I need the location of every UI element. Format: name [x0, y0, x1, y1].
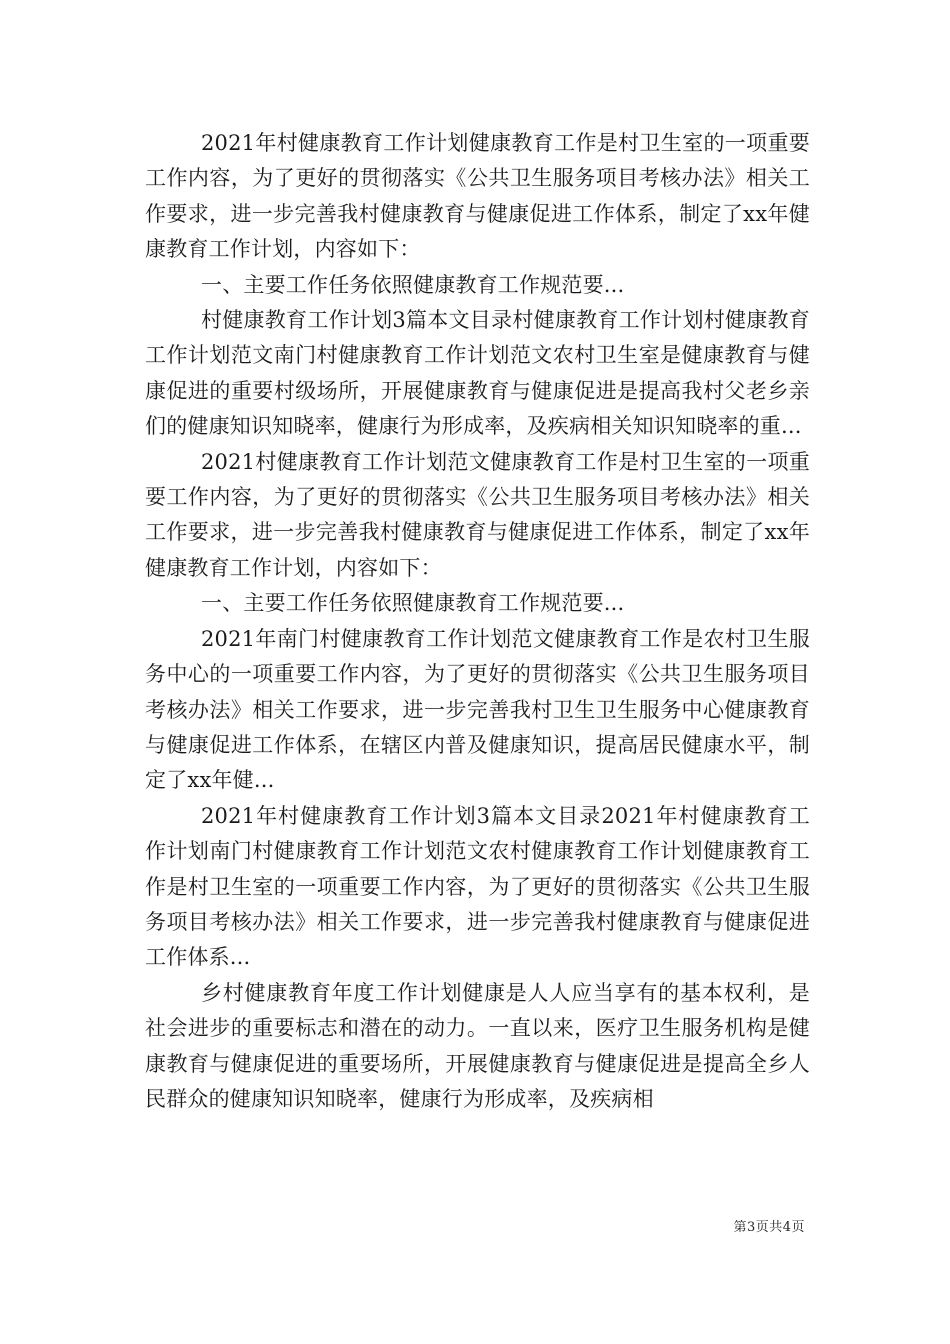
paragraph-6: 2021年南门村健康教育工作计划范文健康教育工作是农村卫生服务中心的一项重要工作内容，为了更好的贯彻落实《公共卫生服务项目考核办法》相关工作要求，进一步完善我村卫生卫生服务中心健康教育与健康促进工作体系，在辖区内普及健康知识，提高居民健康水平，制定了xx年健...: [145, 626, 810, 793]
paragraph-7: 2021年村健康教育工作计划3篇本文目录2021年村健康教育工作计划南门村健康教育工作计划范文农村健康教育工作计划健康教育工作是村卫生室的一项重要工作内容，为了更好的贯彻落实《公共卫生服务项目考核办法》相关工作要求，进一步完善我村健康教育与健康促进工作体系...: [145, 803, 810, 970]
paragraph-8: 乡村健康教育年度工作计划健康是人人应当享有的基本权利，是社会进步的重要标志和潜在的动力。一直以来，医疗卫生服务机构是健康教育与健康促进的重要场所，开展健康教育与健康促进是提高全乡人民群众的健康知识知晓率，健康行为形成率，及疾病相: [145, 980, 810, 1111]
paragraph-2: 一、主要工作任务依照健康教育工作规范要...: [201, 272, 625, 297]
paragraph-5: 一、主要工作任务依照健康教育工作规范要...: [201, 591, 625, 616]
paragraph-4: 2021村健康教育工作计划范文健康教育工作是村卫生室的一项重要工作内容，为了更好的贯彻落实《公共卫生服务项目考核办法》相关工作要求，进一步完善我村健康教育与健康促进工作体系，制定了xx年健康教育工作计划，内容如下：: [145, 449, 810, 580]
paragraph-3: 村健康教育工作计划3篇本文目录村健康教育工作计划村健康教育工作计划范文南门村健康教育工作计划范文农村卫生室是健康教育与健康促进的重要村级场所，开展健康教育与健康促进是提高我村父老乡亲们的健康知识知晓率，健康行为形成率，及疾病相关知识知晓率的重...: [145, 308, 810, 439]
document-body: [145, 126, 810, 1117]
paragraph-1: 2021年村健康教育工作计划健康教育工作是村卫生室的一项重要工作内容，为了更好的贯彻落实《公共卫生服务项目考核办法》相关工作要求，进一步完善我村健康教育与健康促进工作体系，制定了xx年健康教育工作计划，内容如下：: [145, 131, 810, 262]
page-number-footer: 第3页共4页: [733, 1220, 805, 1235]
